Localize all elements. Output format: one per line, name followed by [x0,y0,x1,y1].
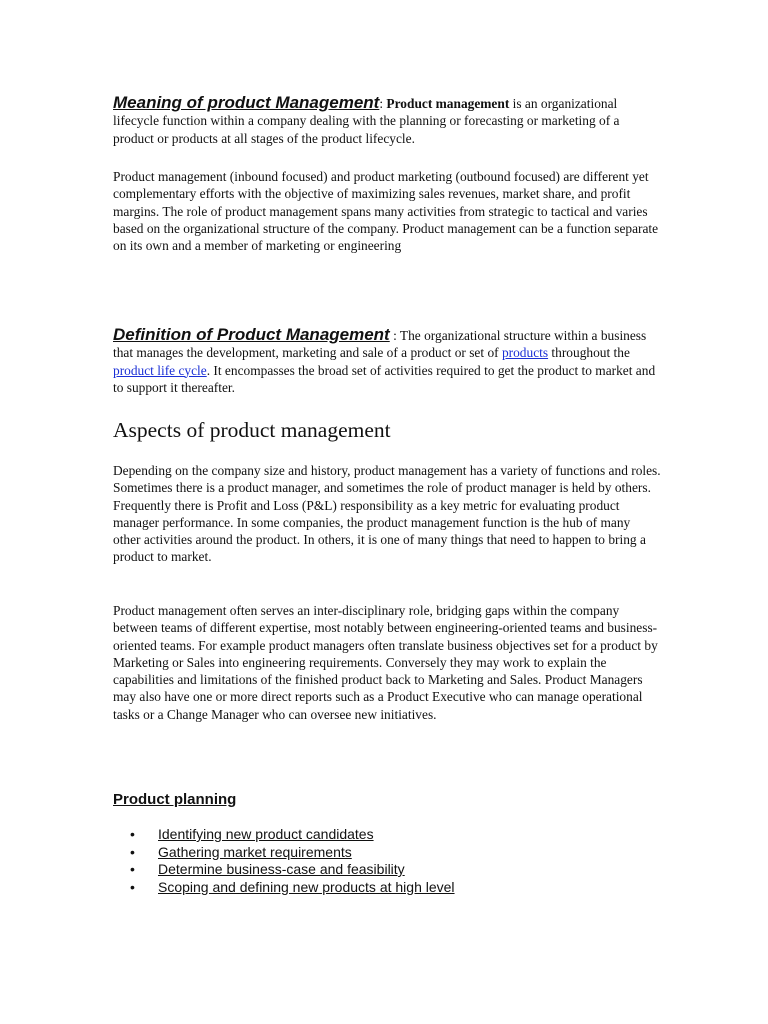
aspects-paragraph-2-wrap [113,602,661,723]
product-planning-list [130,826,455,896]
planning-item-link[interactable]: Identifying new product candidates [158,826,374,842]
planning-item-link[interactable]: Scoping and defining new products at high level [158,878,455,895]
definition-text-2: throughout the [548,345,630,361]
meaning-paragraph-2: Product management (inbound focused) and product marketing (outbound focused) are different yet complementary efforts with the objective of maximizing sales revenues, market share, and profit margins. The role of product management spans many activities from strategic to tactical and varies based on the organizational structure of the company. Product management can be a function separate on its own and a member of marketing or engineering [113,169,659,254]
meaning-paragraph [113,94,661,147]
products-link[interactable]: products [501,345,549,361]
aspects-paragraph-2: Product management often serves an inter-disciplinary role, bridging gaps within the company between teams of different expertise, most notably between engineering-oriented teams and business-oriented teams. For example product managers often translate business objectives set for a product by Marketing or Sales into engineering requirements. Conversely they may work to explain the capabilities and limitations of the finished product back to Marketing and Sales. Product Managers may also have one or more direct reports such as a Product Executive who can manage operational tasks or a Change Manager who can oversee new initiatives. [113,603,658,722]
meaning-lead-term: Product management [386,96,510,111]
planning-item-link[interactable]: Gathering market requirements [158,843,352,860]
bullet-icon: • [130,878,135,895]
meaning-body: is an organizational lifecycle function within a company dealing with the planning or forecasting or marketing of a product or products at all stages of the product lifecycle. [113,96,620,146]
definition-separator: : [389,328,400,343]
definition-heading: Definition of Product Management [113,325,390,344]
list-item [130,879,455,897]
planning-item-link[interactable]: Determine business-case and feasibility [158,861,405,877]
bullet-icon: • [130,861,135,877]
list-item [130,844,455,862]
bullet-icon: • [130,826,135,842]
bullet-icon: • [130,843,135,860]
meaning-paragraph-2-wrap [113,168,661,254]
list-item [130,826,455,844]
aspects-paragraph-1: Depending on the company size and history, product management has a variety of functions and roles. Sometimes there is a product manager, and sometimes the role of product manager is held by others. Frequently there is Profit and Loss (P&L) responsibility as a key metric for evaluating product manager performance. In some companies, the product management function is the hub of many other activities around the product. In others, it is one of many things that need to happen to bring a product to market. [113,463,661,565]
definition-section [113,326,661,396]
product-life-cycle-link[interactable]: product life cycle [113,362,207,378]
definition-text-1: The organizational structure within a business that manages the development, marketing and sale of a product or set of [113,328,647,361]
aspects-title: Aspects of product management [113,418,391,442]
product-planning-title: Product planning [113,791,237,808]
definition-text-3: . It encompasses the broad set of activities required to get the product to market and to support it thereafter. [113,362,656,395]
meaning-heading: Meaning of product Management [113,93,380,112]
aspects-paragraph-1-wrap [113,462,661,566]
list-item [130,861,455,879]
meaning-separator: : [379,96,387,111]
meaning-section [113,94,661,147]
definition-paragraph [113,326,661,396]
